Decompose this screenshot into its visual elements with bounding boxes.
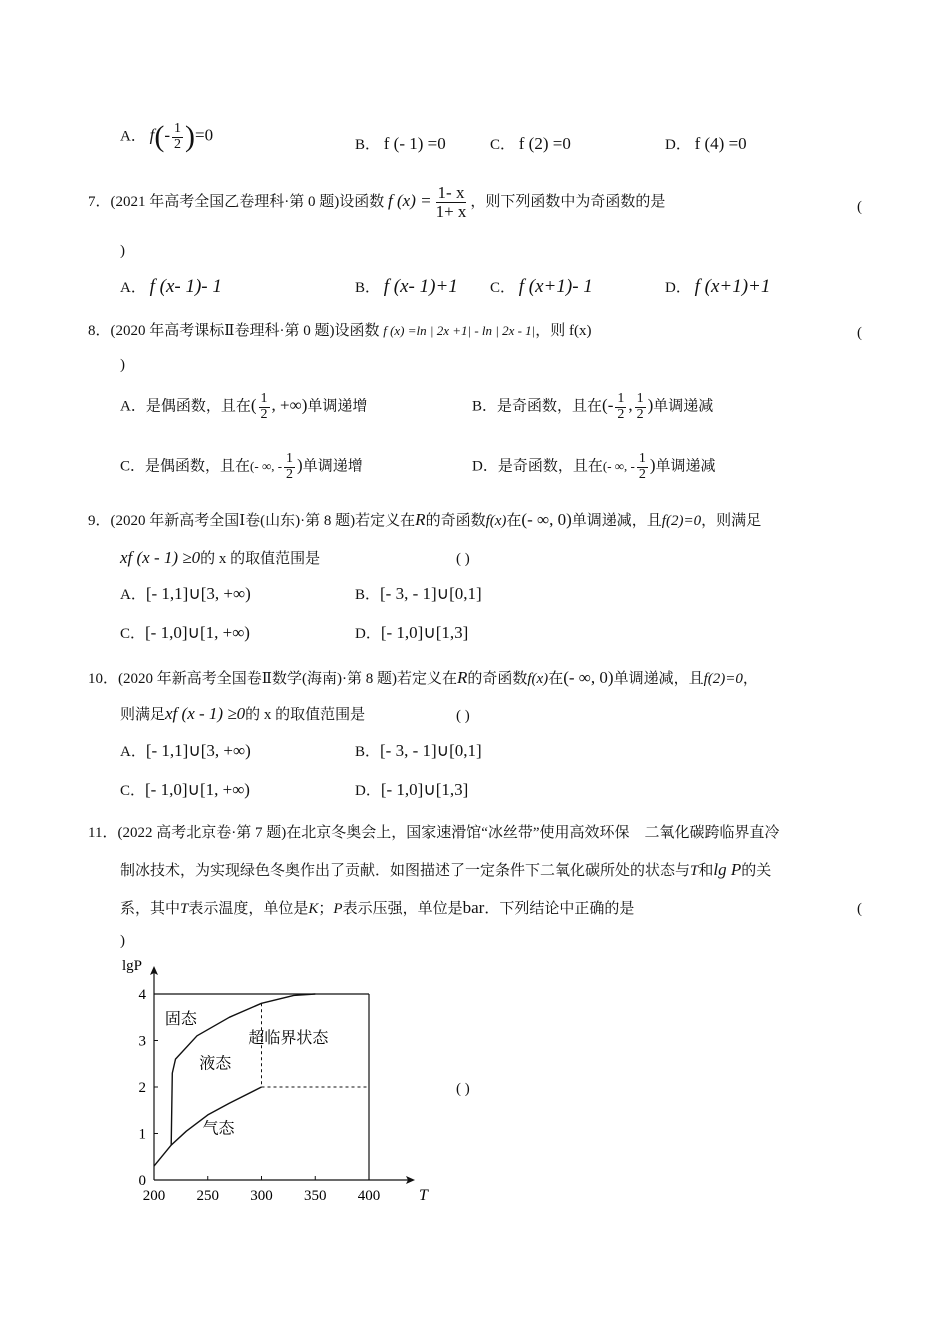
q8-option-c: [120, 452, 363, 482]
q10-option-d: [355, 780, 468, 800]
paren-left: (: [154, 120, 165, 154]
fraction: $\frac{1}{2}$: [260, 391, 268, 422]
option-expr: [- 1,0]∪[1,3]: [380, 623, 469, 642]
interval-left: (- ∞, -: [250, 458, 283, 474]
y-tick-label: 0: [138, 1173, 146, 1189]
stem-text: 系，其中: [120, 901, 181, 917]
answer-paren-close: ): [120, 357, 125, 373]
question-number: 11．: [88, 825, 118, 841]
option-post: 单调递减: [653, 398, 714, 415]
option-letter: B．: [355, 587, 381, 603]
q7-option-c: [490, 276, 593, 299]
q6-option-a: [120, 122, 213, 152]
stem-text: (2020 年新高考全国卷Ⅱ数学(海南)·第 8 题)若定义在: [118, 671, 457, 687]
option-letter: C．: [490, 280, 516, 296]
option-a-eq: =0: [195, 125, 214, 145]
stem-text: 制冰技术，为实现绿色冬奥作出了贡献．如图描述了一定条件下二氧化碳所处的状态与: [120, 863, 691, 879]
option-expr: [- 3, - 1]∪[0,1]: [380, 584, 482, 603]
q7-option-b: [355, 276, 458, 299]
option-pre: 是偶函数，且在: [145, 398, 251, 415]
option-letter: D．: [665, 280, 691, 296]
q8-option-d: [472, 452, 716, 482]
q8-stem: [88, 322, 592, 340]
option-expr: [- 1,0]∪[1, +∞): [145, 780, 250, 799]
var-p: P: [333, 901, 343, 917]
stem-text: 表示温度，单位是: [188, 901, 309, 917]
answer-paren: ( ): [456, 1081, 470, 1097]
interval-right: ): [649, 455, 656, 475]
f2-value: f(2)=0: [703, 671, 743, 687]
q10-stem-line1: [88, 668, 758, 688]
q9-option-a: [120, 584, 251, 604]
var-lgp: lg P: [713, 860, 742, 879]
stem-text: ，: [742, 671, 758, 687]
question-number: 9．: [88, 513, 111, 529]
option-letter: C．: [120, 458, 146, 475]
interval-left: (: [250, 395, 257, 415]
interval-comma: ,: [628, 395, 633, 415]
interval-left: (- ∞, -: [602, 458, 635, 474]
option-letter: B．: [355, 280, 381, 296]
y-tick-label: 2: [138, 1080, 146, 1096]
q11-stem-line3: [120, 898, 634, 918]
stem-text: 的关: [741, 863, 772, 879]
var-t: T: [180, 901, 189, 917]
q11-stem-line2: [120, 860, 771, 880]
stem-text: 的 x 的取值范围是: [245, 707, 366, 723]
q6-option-d: [665, 134, 747, 154]
option-letter: B．: [355, 137, 381, 153]
function-lhs: f (x) =: [388, 190, 432, 210]
answer-paren-open: (: [857, 901, 862, 917]
var-t: T: [690, 863, 699, 879]
option-expr: f (x- 1)- 1: [149, 276, 222, 297]
unit-bar: bar: [462, 898, 485, 917]
x-tick-label: 200: [142, 1188, 166, 1204]
answer-paren: ( ): [456, 708, 470, 724]
q11-stem-line1: [88, 824, 780, 842]
option-expr: f (x- 1)+1: [383, 276, 458, 297]
set-r: R: [456, 668, 468, 687]
option-letter: A．: [120, 744, 146, 760]
phase-diagram-chart: [100, 955, 428, 1215]
unit-k: K: [308, 901, 319, 917]
question-number: 10．: [88, 671, 119, 687]
answer-paren-close: ): [120, 933, 125, 949]
option-post: 单调递增: [302, 458, 363, 475]
inequality: xf (x - 1) ≥0: [120, 548, 201, 567]
option-letter: A．: [120, 128, 146, 145]
q7-option-d: [665, 276, 770, 299]
option-letter: D．: [355, 783, 381, 799]
option-letter: A．: [120, 280, 146, 296]
x-tick-label: 350: [304, 1188, 327, 1204]
q10-stem-line2: [120, 704, 365, 724]
stem-text: ；: [318, 901, 334, 917]
q9-option-d: [355, 623, 468, 643]
option-expr: [- 1,1]∪[3, +∞): [145, 584, 251, 603]
stem-text: 单调递减，且: [613, 671, 704, 687]
y-axis-label: lgP: [122, 958, 143, 974]
q10-option-b: [355, 741, 482, 761]
y-tick-label: 4: [138, 987, 146, 1003]
question-source: (2020 年高考课标Ⅱ卷理科·第 0 题)设函数: [110, 323, 380, 339]
question-number: 8．: [88, 323, 111, 339]
option-expr: f (x+1)+1: [694, 276, 771, 297]
q10-option-c: [120, 780, 250, 800]
stem-text: 表示压强，单位是: [342, 901, 463, 917]
question-number: 7．: [88, 193, 111, 210]
function-fx: f(x): [527, 671, 549, 687]
f2-value: f(2)=0: [661, 513, 702, 529]
q8-option-a: [120, 392, 367, 422]
stem-text: 的 x 的取值范围是: [200, 551, 321, 567]
stem-text: 在: [548, 671, 564, 687]
x-tick-label: 400: [357, 1188, 381, 1204]
stem-text: (2022 高考北京卷·第 7 题)在北京冬奥会上，国家速滑馆“冰丝带”使用高效环保 二氧化碳跨临界直冷: [117, 825, 780, 841]
option-letter: D．: [472, 458, 498, 475]
q9-stem-line1: [88, 510, 761, 530]
set-r: R: [415, 510, 426, 529]
option-expr: f (x+1)- 1: [518, 276, 593, 297]
function-fraction: $\frac{1- x}{1+ x}$: [435, 183, 467, 221]
stem-text: 和: [698, 863, 714, 879]
stem-text: 则满足: [120, 707, 166, 723]
option-letter: B．: [472, 398, 498, 415]
q9-option-c: [120, 623, 250, 643]
option-letter: C．: [120, 626, 146, 642]
option-expr: [- 1,0]∪[1, +∞): [145, 623, 250, 642]
option-expr: f (4) =0: [694, 134, 747, 153]
stem-text: ．下列结论中正确的是: [484, 901, 635, 917]
interval-right: ): [647, 395, 654, 415]
answer-paren-open: (: [857, 325, 862, 341]
region-liquid-label: 液态: [199, 1055, 232, 1073]
question-source: (2021 年高考全国乙卷理科·第 0 题)设函数: [110, 193, 385, 210]
stem-text: 的奇函数: [425, 513, 486, 529]
answer-paren-open: (: [857, 199, 862, 215]
q7-stem: [88, 184, 665, 221]
stem-text: 在: [506, 513, 522, 529]
fraction: $\frac{1}{2}$: [638, 451, 646, 482]
stem-text: 单调递减，且: [571, 513, 662, 529]
option-expr: [- 1,0]∪[1,3]: [380, 780, 469, 799]
interval-left: (-: [602, 395, 614, 415]
answer-paren-close: ): [120, 243, 125, 259]
option-a-f: f: [149, 125, 155, 145]
x-axis-label: T: [419, 1187, 428, 1204]
fraction: $\frac{1}{2}$: [617, 391, 625, 422]
option-expr: f (2) =0: [518, 134, 571, 153]
option-post: 单调递减: [655, 458, 716, 475]
option-expr: [- 1,1]∪[3, +∞): [145, 741, 251, 760]
option-letter: D．: [665, 137, 691, 153]
option-letter: A．: [120, 398, 146, 415]
stem-text: (2020 年新高考全国Ⅰ卷(山东)·第 8 题)若定义在: [110, 513, 416, 529]
region-gas-label: 气态: [202, 1120, 235, 1138]
q6-option-c: [490, 134, 571, 154]
q8-option-b: [472, 392, 713, 422]
x-tick-label: 300: [250, 1188, 273, 1204]
option-letter: B．: [355, 744, 381, 760]
interval: (- ∞, 0): [563, 668, 614, 687]
x-tick-label: 250: [196, 1188, 219, 1204]
paren-right: ): [185, 120, 195, 154]
option-expr: f (- 1) =0: [383, 134, 446, 153]
option-pre: 是偶函数，且在: [145, 458, 251, 475]
option-letter: C．: [490, 137, 516, 153]
q9-option-b: [355, 584, 482, 604]
inequality: xf (x - 1) ≥0: [165, 704, 246, 723]
question-tail: ，则 f(x): [535, 323, 592, 339]
fraction: $\frac{1}{2}$: [174, 121, 181, 152]
q6-option-b: [355, 134, 446, 154]
region-solid-label: 固态: [164, 1011, 197, 1029]
function-fx: f(x): [485, 513, 507, 529]
q7-option-a: [120, 276, 222, 299]
option-expr: [- 3, - 1]∪[0,1]: [380, 741, 482, 760]
option-post: 单调递增: [307, 398, 368, 415]
option-pre: 是奇函数，且在: [497, 398, 603, 415]
q10-option-a: [120, 741, 251, 761]
option-a-minus: -: [164, 125, 170, 145]
fraction: $\frac{1}{2}$: [636, 391, 644, 422]
option-pre: 是奇函数，且在: [497, 458, 603, 475]
region-supercritical-label: 超临界状态: [248, 1029, 329, 1047]
answer-paren: ( ): [456, 551, 470, 567]
stem-text: 的奇函数: [467, 671, 528, 687]
option-letter: C．: [120, 783, 146, 799]
interval-right: ): [297, 455, 303, 475]
y-tick-label: 1: [138, 1126, 146, 1143]
question-tail: ，则下列函数中为奇函数的是: [470, 193, 666, 210]
stem-text: ，则满足: [701, 513, 762, 529]
interval: (- ∞, 0): [521, 510, 572, 529]
interval-right: , +∞): [271, 395, 308, 415]
q9-stem-line2: [120, 548, 320, 568]
fraction: $\frac{1}{2}$: [286, 451, 294, 482]
y-tick-label: 3: [138, 1033, 146, 1050]
function-expr: f (x) =ln | 2x +1| - ln | 2x - 1|: [383, 323, 536, 338]
option-letter: D．: [355, 626, 381, 642]
option-letter: A．: [120, 587, 146, 603]
